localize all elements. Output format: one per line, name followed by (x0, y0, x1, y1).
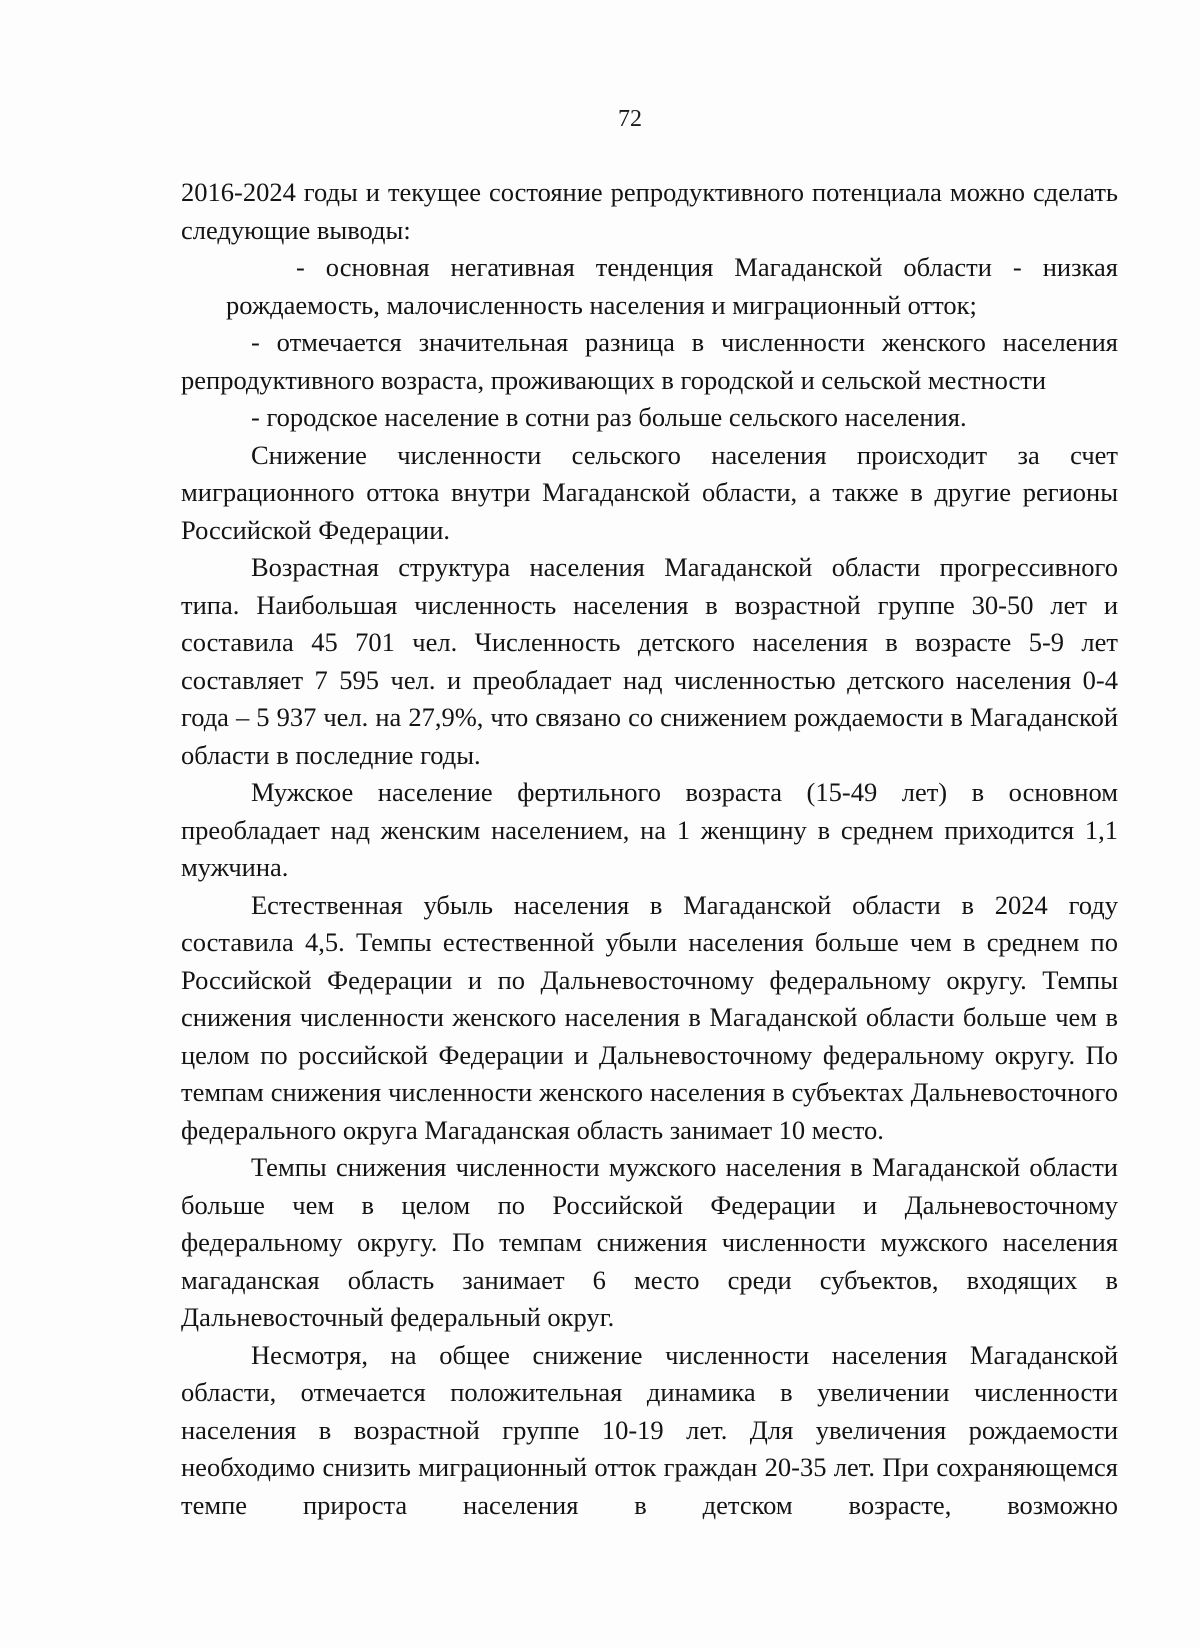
paragraph-male-decline: Темпы снижения численности мужского населения в Магаданской области больше чем в целом по Российской Федерации и Дальневосточному федеральному округу. По темпам снижения численности мужского населения магаданская область занимает 6 место среди субъектов, входящих в Дальневосточный федеральный округ. (181, 1152, 1118, 1332)
paragraph-intro: 2016-2024 годы и текущее состояние репродуктивного потенциала можно сделать следующие выводы: (181, 177, 1118, 245)
bullet-item-1: - основная негативная тенденция Магаданской области - низкая рождаемость, малочисленность населения и миграционный отток; (226, 252, 1118, 320)
page-number: 72 (618, 106, 642, 132)
paragraph-male-population: Мужское население фертильного возраста (15-49 лет) в основном преобладает над женским населением, на 1 женщину в среднем приходится 1,1 мужчина. (181, 777, 1118, 882)
paragraph-age-structure: Возрастная структура населения Магаданской области прогрессивного типа. Наибольшая численность населения в возрастной группе 30-50 лет и составила 45 701 чел. Численность детского населения в возрасте 5-9 лет составляет 7 595 чел. и преобладает над численностью детского населения 0-4 года – 5 937 чел. на 27,9%, что связано со снижением рождаемости в Магаданской области в последние годы. (181, 552, 1118, 770)
paragraph-natural-decline: Естественная убыль населения в Магаданской области в 2024 году составила 4,5. Темпы естественной убыли населения больше чем в среднем по Российской Федерации и по Дальневосточному федеральному округу. Темпы снижения численности женского населения в Магаданской области больше чем в целом по российской Федерации и Дальневосточному федеральному округу. По темпам снижения численности женского населения в субъектах Дальневосточного федерального округа Магаданская область занимает 10 место. (181, 889, 1118, 1145)
paragraph-rural-decline: Снижение численности сельского населения происходит за счет миграционного оттока внутри Магаданской области, а также в другие регионы Российской Федерации. (181, 439, 1118, 545)
bullet-item-3: - городское население в сотни раз больше сельского населения. (251, 402, 967, 432)
paragraph-positive-dynamics: Несмотря, на общее снижение численности населения Магаданской области, отмечается положительная динамика в увеличении численности населения в возрастной группе 10-19 лет. Для увеличения рождаемости необходимо снизить миграционный отток граждан 20-35 лет. При сохраняющемся темпе прироста населения в детском возрасте, возможно (181, 1339, 1118, 1520)
bullet-item-2: - отмечается значительная разница в численности женского населения репродуктивного возраста, проживающих в городской и сельской местности (181, 327, 1118, 395)
document-body (181, 174, 1118, 1524)
